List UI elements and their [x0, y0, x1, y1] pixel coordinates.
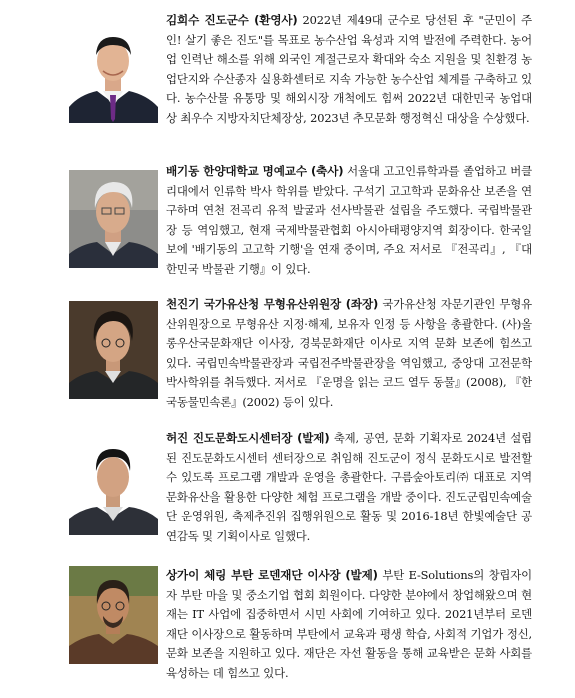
portrait-photo — [69, 301, 158, 399]
bio-description: 국가유산청 자문기관인 무형유산위원장으로 무형유산 지정·해제, 보유자 인정 등 사항을 총괄한다. (사)올롱우산국문화재단 이사장, 경북문화재단 이사로 지역 문화 보존에 힘쓰고 있다. 국립민속박물관장과 국립전주박물관장을 역임했고, 중앙대 고전문학 박사학위를 취득했다. 저서로 『운명을 읽는 코드 열두 동물』(2008), 『한국동물민속론』(2002) 등이 있다. — [166, 297, 532, 409]
bio-description: 부탄 E-Solutions의 창립자이자 부탄 마을 및 중소기업 협회 회원이다. 다양한 분야에서 창업해왔으며 현재는 IT 사업에 집중하면서 시민 사회에 기여하고 있다. 2021년부터 로덴 재단 이사장으로 활동하며 부탄에서 교육과 평생 학습, 사회적 기업가 정신, 문화 보존을 지원하고 있다. 재단은 자선 활동을 통해 교육받은 문화 사회를 육성하는 데 힘쓰고 있다. — [166, 568, 532, 680]
portrait-photo — [69, 566, 158, 664]
bio-text — [166, 162, 532, 279]
bio-text — [166, 566, 532, 683]
bio-description: 축제, 공연, 문화 기획자로 2024년 설립된 진도문화도시센터 센터장으로 취임해 진도군이 정식 문화도시로 발전할 수 있도록 프로그램 개발과 운영을 총괄한다. 구름숲아토리㈜ 대표로 지역 문화유산을 활용한 다양한 체험 프로그램을 개발 중이다. 진도군립민속예술단 운영위원, 축제추진위 집행위원으로 활동 및 2016-18년 한빛예술단 공연감독 및 기획이사로 일했다. — [166, 431, 533, 543]
bio-text — [166, 295, 532, 412]
portrait-photo — [69, 437, 158, 535]
portrait-photo — [69, 25, 158, 123]
portrait-photo — [69, 170, 158, 268]
bio-description: 2022년 제49대 군수로 당선된 후 "군민이 주인! 살기 좋은 진도"를 목표로 농수산업 육성과 지역 발전에 주력한다. 농어업 인력난 해소를 위해 외국인 계절근로자 확대와 숙소 지원을 및 친환경 농업단지와 수산종자 실용화센터로 지속 가능한 농수산업 체계를 구축하고 있다. 농수산물 유통망 및 해외시장 개척에도 힘써 2022년 대한민국 농업대상 최우수 지방자치단체장상, 2023년 추모문화 행정혁신 대상을 수상했다. — [166, 13, 532, 125]
bio-name: 김희수 진도군수 (환영사) — [166, 13, 298, 27]
bio-text — [166, 11, 532, 128]
bio-name: 허진 진도문화도시센터장 (발제) — [166, 431, 330, 445]
bio-name: 천진기 국가유산청 무형유산위원장 (좌장) — [166, 297, 379, 311]
bio-text — [166, 429, 532, 546]
bio-name: 상가이 체링 부탄 로덴재단 이사장 (발제) — [166, 568, 378, 582]
bio-name: 배기동 한양대학교 명예교수 (축사) — [166, 164, 344, 178]
bio-description: 서울대 고고인류학과를 졸업하고 버클리대에서 인류학 박사 학위를 받았다. 구석기 고고학과 문화유산 보존을 연구하며 연천 전곡리 유적 발굴과 선사박물관 설립을 주도했다. 국립박물관장 등 역임했고, 현재 국제박물관협회 아시아태평양지역 회장이다. 한국일보에 '배기동의 고고학 기행'을 연재 중이며, 주요 저서로 『전곡리』, 『대한민국 박물관 기행』이 있다. — [166, 164, 532, 276]
